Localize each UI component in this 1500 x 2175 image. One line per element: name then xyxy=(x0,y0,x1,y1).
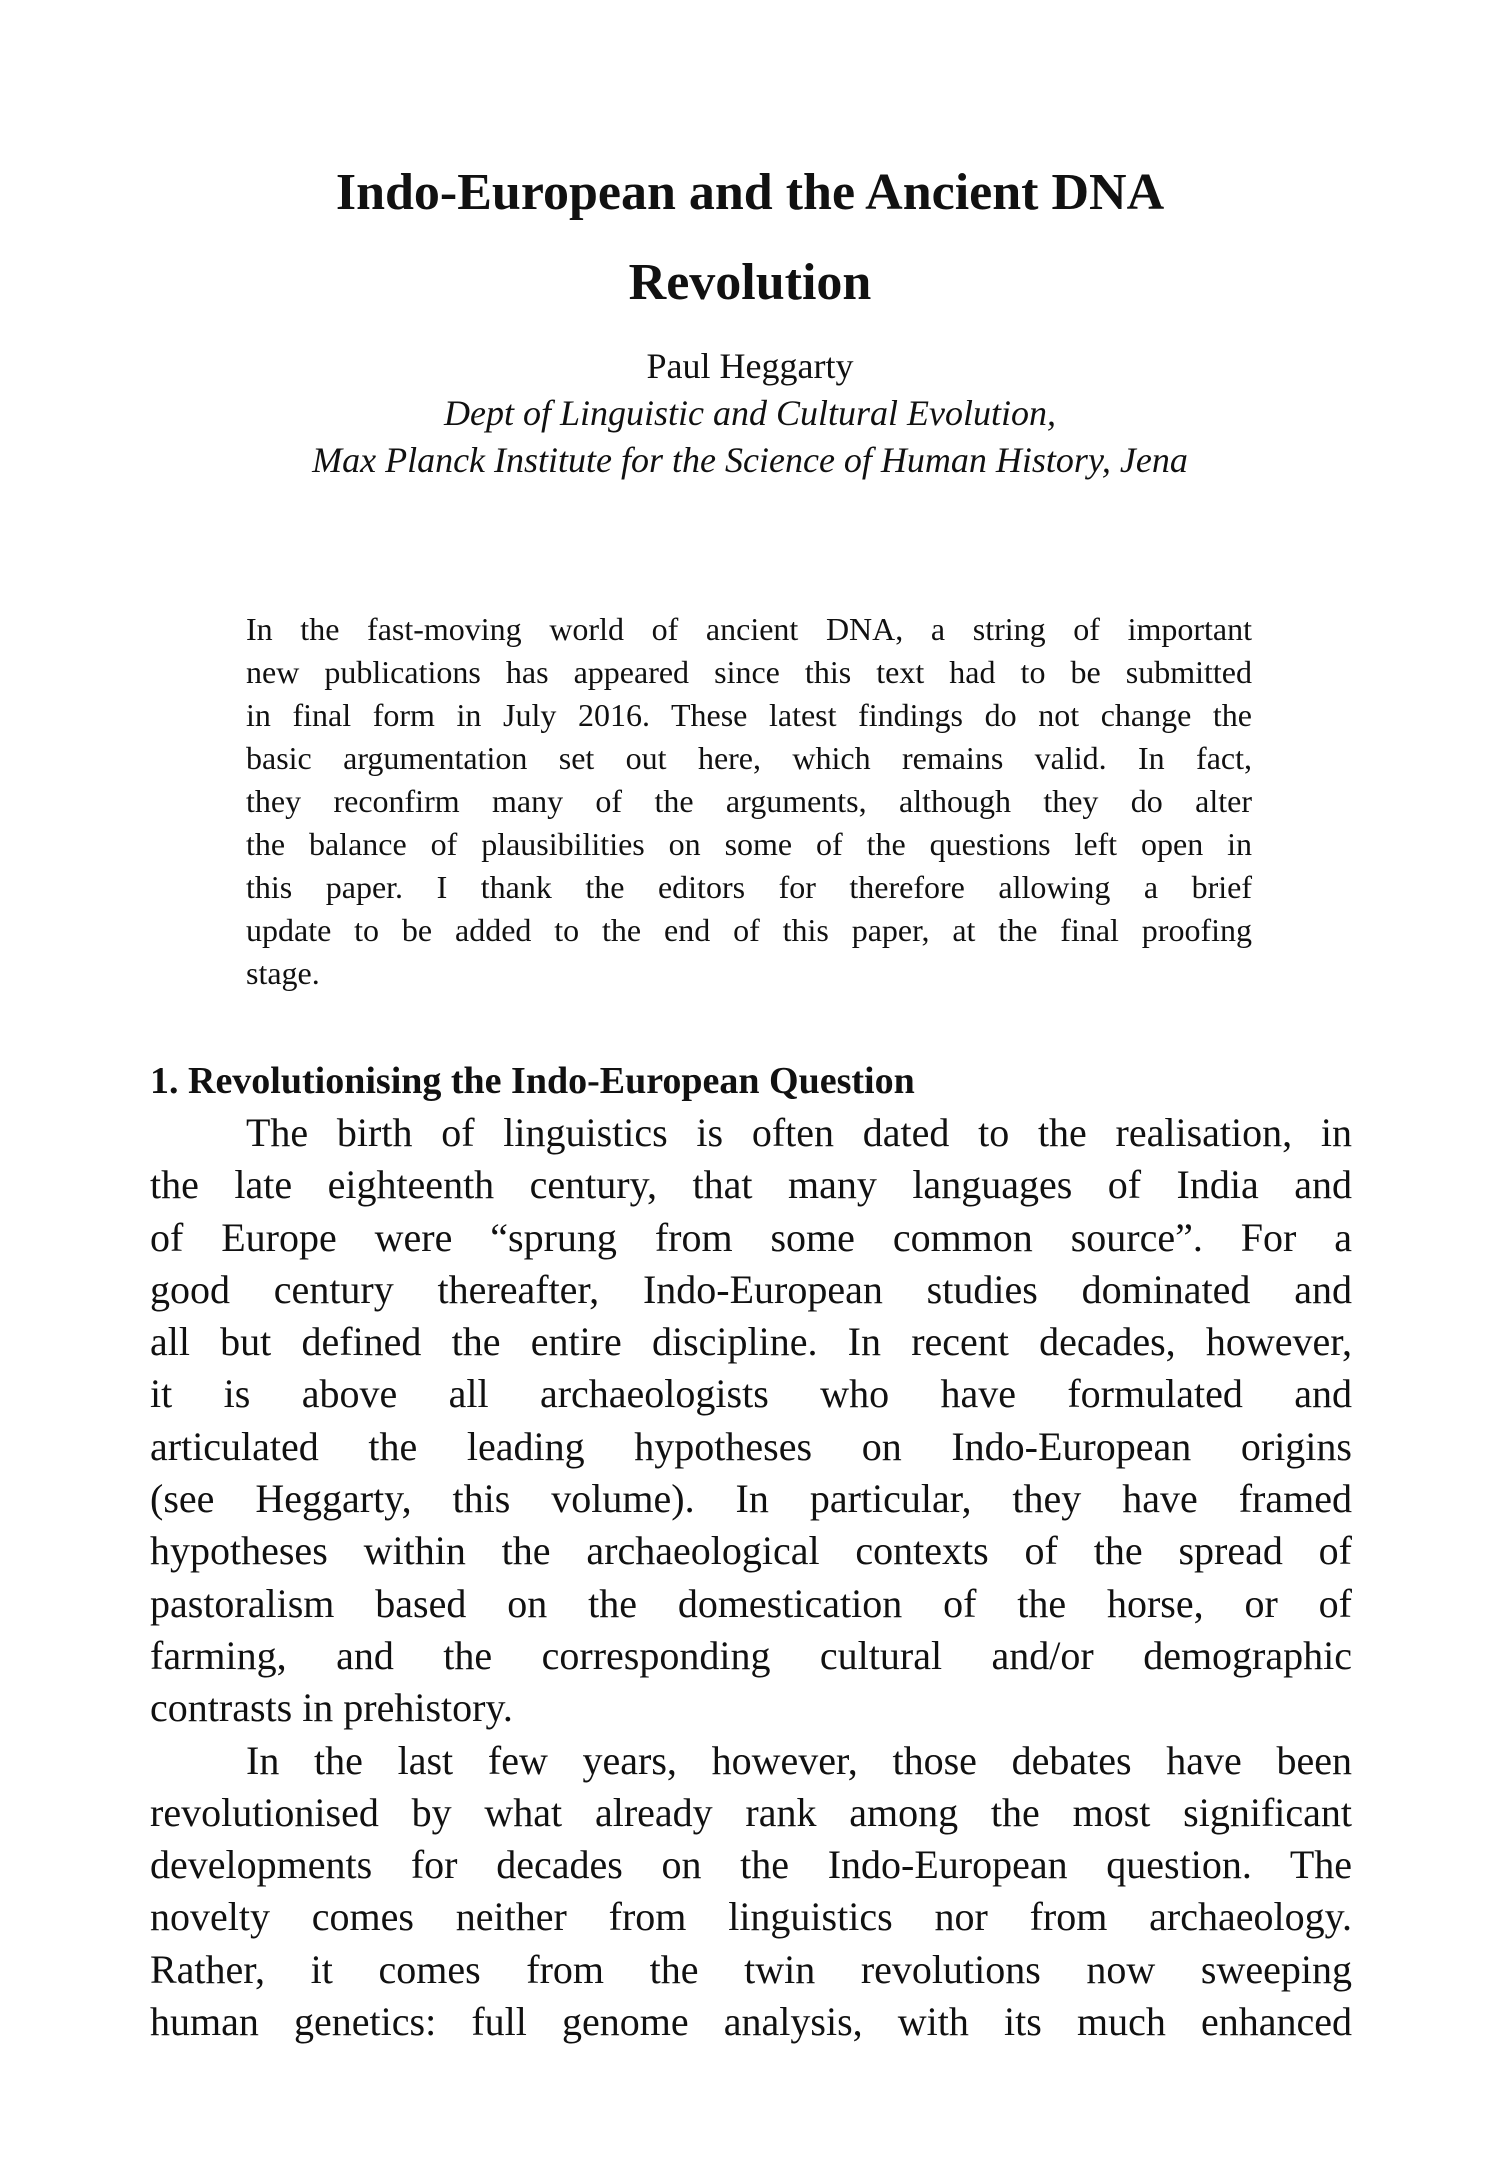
paragraph-line: the late eighteenth century, that many languages of India and xyxy=(150,1162,1352,1208)
paragraph-line: good century thereafter, Indo-European studies dominated and xyxy=(150,1266,1352,1312)
section-1 xyxy=(150,1055,1352,2048)
paragraph-line: all but defined the entire discipline. In recent decades, however, xyxy=(150,1319,1352,1365)
paragraph-line: of Europe were “sprung from some common source”. For a xyxy=(150,1214,1352,1260)
paragraph-line: The birth of linguistics is often dated to the realisation, in xyxy=(246,1110,1352,1155)
abstract-line: this paper. I thank the editors for therefore allowing a brief xyxy=(246,869,1252,905)
author-name: Paul Heggarty xyxy=(646,346,854,386)
paragraph-2 xyxy=(150,1735,1352,2049)
abstract-line: update to be added to the end of this paper, at the final proofing xyxy=(246,912,1252,948)
paragraph-line: Rather, it comes from the twin revolutions now sweeping xyxy=(150,1946,1352,1992)
abstract-line: they reconfirm many of the arguments, although they do alter xyxy=(246,783,1252,819)
paper-title xyxy=(0,148,1500,328)
paragraph-line: (see Heggarty, this volume). In particular, they have framed xyxy=(150,1476,1352,1522)
paragraph-line: contrasts in prehistory. xyxy=(150,1685,513,1731)
paragraph-line: developments for decades on the Indo-European question. The xyxy=(150,1842,1352,1888)
affiliation-line: Dept of Linguistic and Cultural Evolution, xyxy=(444,393,1056,433)
abstract-line: in final form in July 2016. These latest findings do not change the xyxy=(246,697,1252,733)
section-heading: 1. Revolutionising the Indo-European Question xyxy=(150,1060,915,1102)
abstract xyxy=(246,608,1252,995)
paragraph-line: articulated the leading hypotheses on Indo-European origins xyxy=(150,1423,1352,1469)
paragraph-1 xyxy=(150,1107,1352,1735)
paragraph-line: it is above all archaeologists who have formulated and xyxy=(150,1371,1352,1417)
paragraph-line: revolutionised by what already rank among the most significant xyxy=(150,1789,1352,1835)
affiliation-line: Max Planck Institute for the Science of Human History, Jena xyxy=(312,440,1188,480)
abstract-line: the balance of plausibilities on some of the questions left open in xyxy=(246,826,1252,862)
abstract-line: basic argumentation set out here, which remains valid. In fact, xyxy=(246,740,1252,776)
paragraph-line: novelty comes neither from linguistics nor from archaeology. xyxy=(150,1894,1352,1940)
abstract-line: stage. xyxy=(246,955,320,991)
title-line: Indo-European and the Ancient DNA xyxy=(335,164,1165,221)
paragraph-line: hypotheses within the archaeological contexts of the spread of xyxy=(150,1528,1352,1574)
paragraph-line: farming, and the corresponding cultural and/or demographic xyxy=(150,1632,1352,1678)
title-line: Revolution xyxy=(628,254,872,311)
author-block xyxy=(0,343,1500,484)
paragraph-line: human genetics: full genome analysis, with its much enhanced xyxy=(150,1999,1352,2045)
abstract-line: new publications has appeared since this text had to be submitted xyxy=(246,654,1252,690)
paragraph-line: pastoralism based on the domestication of the horse, or of xyxy=(150,1580,1352,1626)
paragraph-line: In the last few years, however, those debates have been xyxy=(246,1737,1352,1783)
abstract-line: In the fast-moving world of ancient DNA, a string of important xyxy=(246,611,1252,647)
